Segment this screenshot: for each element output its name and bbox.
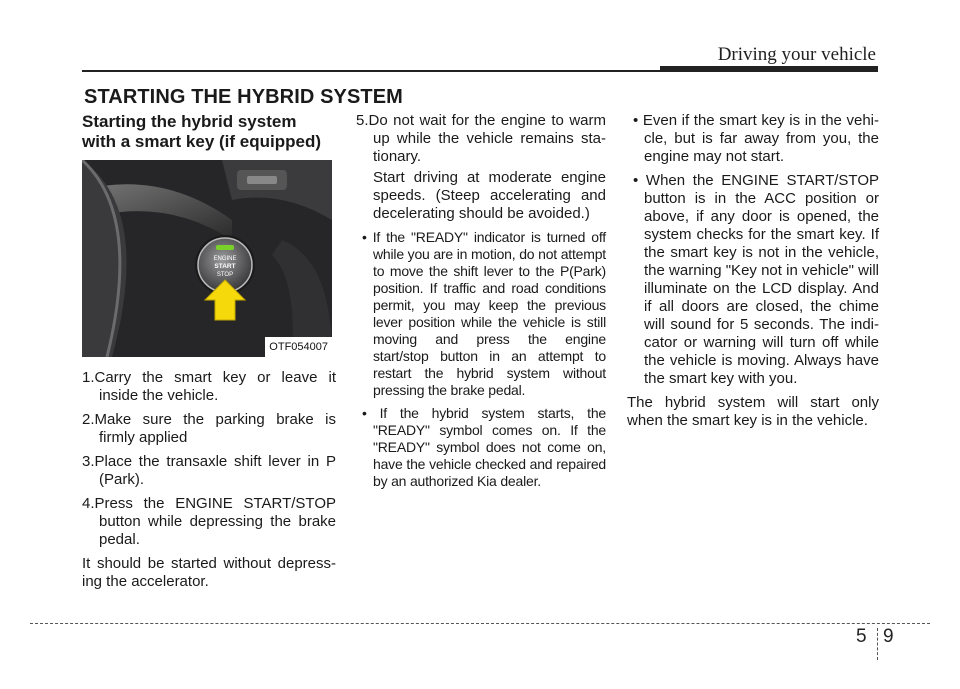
subheading-line-2: with a smart key (if equipped) (82, 132, 321, 151)
column-middle (356, 112, 606, 496)
header-rule-thick (660, 66, 878, 72)
step-5-sub: Start driving at moderate engine speeds. (Steep accelerating and decelerating should be avoided.) (373, 169, 606, 222)
page-number-divider (877, 628, 878, 660)
button-label-stop: STOP (216, 272, 234, 278)
step-2: 2.Make sure the parking brake is firmly applied (82, 411, 336, 446)
step-1: 1.Carry the smart key or leave it inside the vehicle. (82, 369, 336, 404)
closing-note: The hybrid system will start only when the smart key is in the vehicle. (627, 394, 879, 429)
page-number: 9 (883, 626, 894, 647)
start-button-photo (82, 160, 332, 357)
footer-divider (30, 623, 930, 624)
bullet-ready-off-text: If the "READY" indicator is turned off while you are in motion, do not attempt to move the shift lever to the P(Park) position. If traffic and road conditions permit, you may keep the previous lever position while the vehicle is still moving and press the engine start/stop button in an attempt to restart the hybrid system without pressing the brake pedal. (372, 229, 606, 398)
image-code: OTF054007 (265, 337, 332, 357)
step-4: 4.Press the ENGINE START/STOP button while depressing the brake pedal. (82, 495, 336, 548)
button-label-engine: ENGINE (213, 256, 237, 262)
header-rule-thin (82, 70, 662, 72)
bullet-key-far: • Even if the smart key is in the vehi-cle, but is far away from you, the engine may not start. (633, 112, 879, 165)
bullet-key-far-text: Even if the smart key is in the vehi-cle, but is far away from you, the engine may not start. (642, 112, 879, 165)
button-label-start: START (214, 263, 236, 270)
start-button-illustration (82, 160, 332, 357)
bullet-key-check-text: When the ENGINE START/STOP button is in the ACC position or above, if any door is opened, the system checks for the smart key. If the smart key is not in the vehicle, the warning "Key not in vehicle" will illuminate on the LCD display. And if all doors are closed, the chime will sound for 5 seconds. The indi-cator or warning will turn off while the vehicle is moving. Always have the smart key with you. (644, 172, 879, 387)
note-accelerator: It should be started without depress-ing the accelerator. (82, 555, 336, 590)
subheading-line-1: Starting the hybrid system (82, 112, 297, 131)
bullet-ready-off: • If the "READY" indicator is turned off while you are in motion, do not attempt to move the shift lever to the P(Park) position. If traffic and road conditions permit, you may keep the previous lever position while the vehicle is still moving and press the engine start/stop button in an attempt to restart the hybrid system without pressing the brake pedal. (362, 229, 606, 398)
column-left (82, 112, 336, 597)
column-right (627, 112, 879, 436)
step-5 (356, 112, 606, 223)
section-title: STARTING THE HYBRID SYSTEM (84, 86, 403, 108)
bullet-ready-on-text: If the hybrid system starts, the "READY" symbol comes on. If the "READY" symbol does not come on, have the vehicle checked and repaired by an authorized Kia dealer. (373, 405, 606, 489)
step-5-text: 5.Do not wait for the engine to warm up while the vehicle remains sta-tionary. (356, 112, 606, 165)
bullet-ready-on: • If the hybrid system starts, the "READY" symbol comes on. If the "READY" symbol does not come on, have the vehicle checked and repaired by an authorized Kia dealer. (362, 405, 606, 489)
bullet-key-check: • When the ENGINE START/STOP button is in the ACC position or above, if any door is opened, the system checks for the smart key. If the smart key is not in the vehicle, the warning "Key not in vehicle" will illuminate on the LCD display. And if all doors are closed, the chime will sound for 5 seconds. The indi-cator or warning will turn off while the vehicle is moving. Always have the smart key with you. (633, 172, 879, 387)
step-3: 3.Place the transaxle shift lever in P (Park). (82, 453, 336, 488)
subheading (82, 112, 336, 152)
page-section-number: 5 (856, 626, 867, 647)
chapter-title: Driving your vehicle (717, 44, 876, 65)
